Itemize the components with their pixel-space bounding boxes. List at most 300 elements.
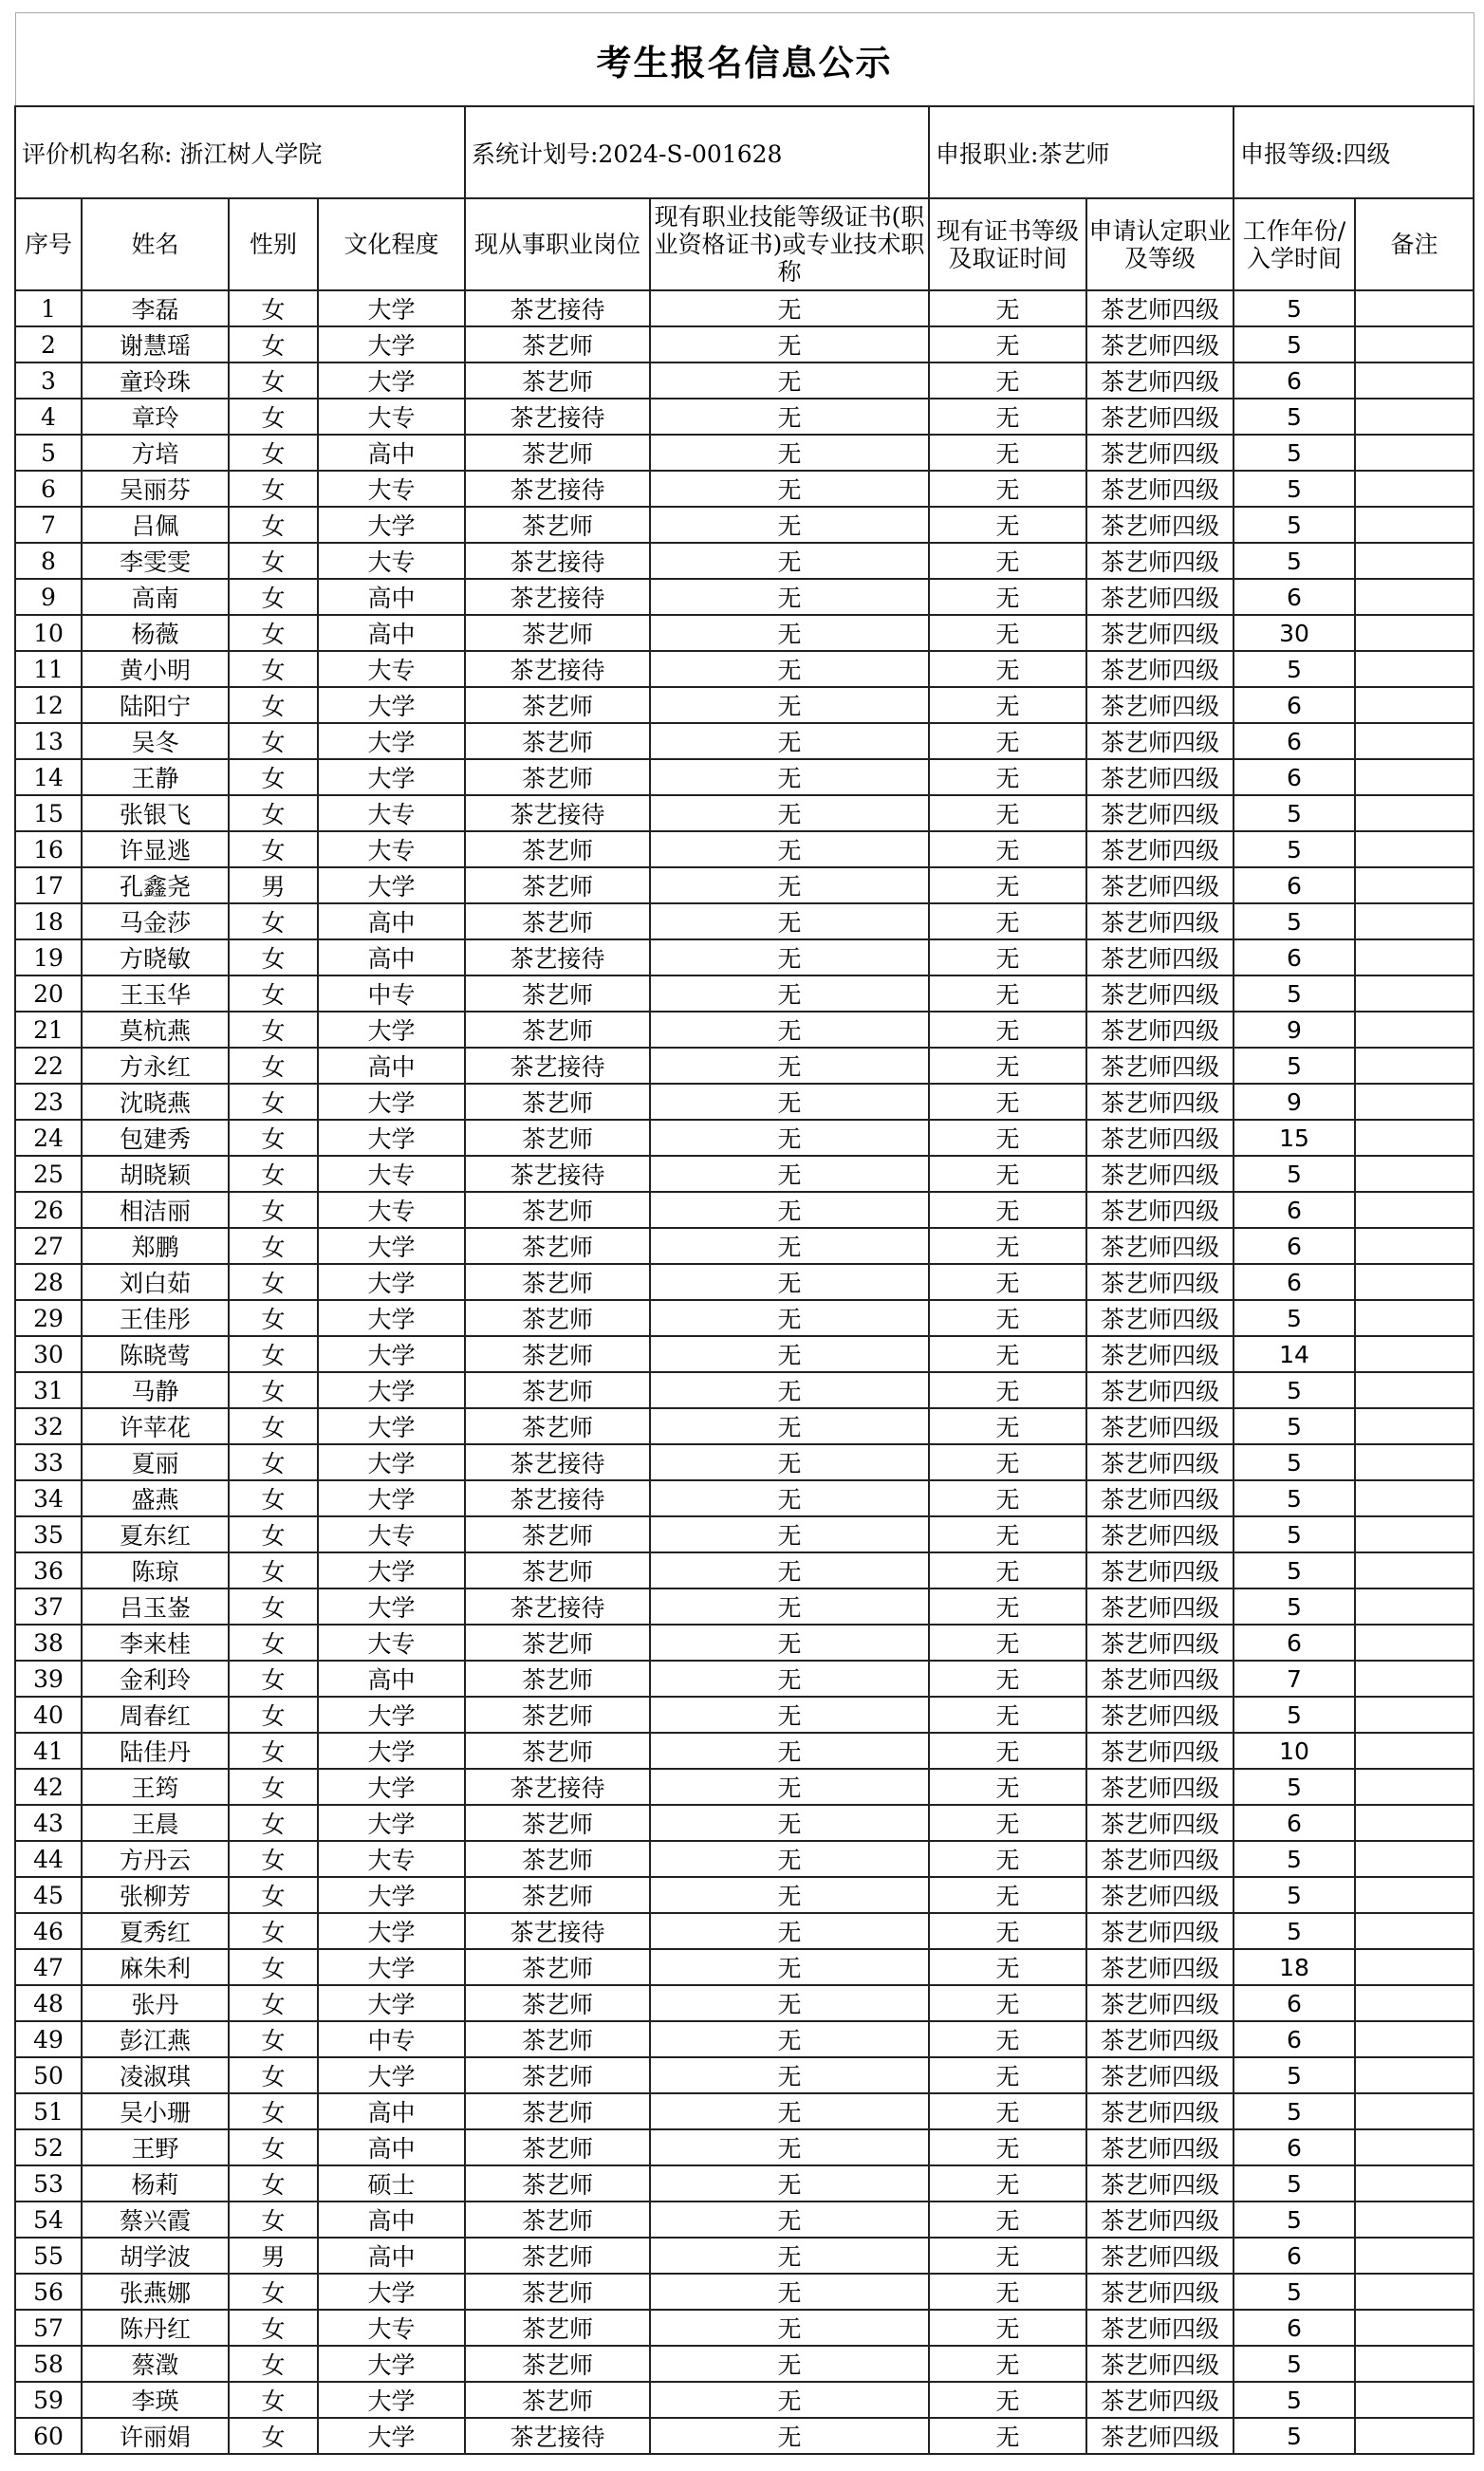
name-cell: 胡学波 — [82, 2238, 229, 2274]
remark-cell — [1355, 831, 1474, 867]
table-row — [15, 651, 1474, 687]
remark-cell — [1355, 1408, 1474, 1444]
table-row — [15, 1084, 1474, 1120]
position-cell: 茶艺师 — [465, 2021, 650, 2057]
remark-cell — [1355, 2418, 1474, 2454]
position-cell: 茶艺师 — [465, 326, 650, 362]
cert-level-cell: 无 — [929, 1300, 1086, 1336]
certificate-cell: 无 — [650, 1372, 929, 1408]
name-cell: 凌淑琪 — [82, 2057, 229, 2093]
gender-cell: 女 — [229, 579, 318, 615]
position-cell: 茶艺接待 — [465, 1480, 650, 1516]
certificate-cell: 无 — [650, 1012, 929, 1048]
certificate-cell: 无 — [650, 615, 929, 651]
remark-cell — [1355, 2382, 1474, 2418]
gender-cell: 女 — [229, 2202, 318, 2238]
education-cell: 大专 — [318, 399, 465, 435]
name-cell: 方培 — [82, 435, 229, 471]
position-cell: 茶艺师 — [465, 1985, 650, 2021]
cert-level-cell: 无 — [929, 1480, 1086, 1516]
education-cell: 大学 — [318, 1372, 465, 1408]
name-cell: 麻朱利 — [82, 1949, 229, 1985]
work-years-cell: 5 — [1234, 1841, 1355, 1877]
remark-cell — [1355, 326, 1474, 362]
position-cell: 茶艺接待 — [465, 543, 650, 579]
gender-cell: 女 — [229, 2129, 318, 2165]
apply-level-cell: 茶艺师四级 — [1086, 1192, 1234, 1228]
apply-level-cell: 茶艺师四级 — [1086, 1769, 1234, 1805]
work-years-cell: 5 — [1234, 1516, 1355, 1552]
cert-level-cell: 无 — [929, 1913, 1086, 1949]
position-cell: 茶艺师 — [465, 687, 650, 723]
cert-level-cell: 无 — [929, 903, 1086, 939]
education-cell: 大学 — [318, 2382, 465, 2418]
seq-cell: 49 — [15, 2021, 82, 2057]
seq-cell: 30 — [15, 1336, 82, 1372]
apply-level-cell: 茶艺师四级 — [1086, 2346, 1234, 2382]
remark-cell — [1355, 975, 1474, 1012]
certificate-cell: 无 — [650, 1949, 929, 1985]
certificate-cell: 无 — [650, 1444, 929, 1480]
org-name: 评价机构名称: 浙江树人学院 — [15, 106, 465, 198]
education-cell: 大学 — [318, 723, 465, 759]
name-cell: 谢慧瑶 — [82, 326, 229, 362]
remark-cell — [1355, 2129, 1474, 2165]
table-row — [15, 1336, 1474, 1372]
apply-level-cell: 茶艺师四级 — [1086, 1372, 1234, 1408]
gender-cell: 女 — [229, 362, 318, 399]
position-cell: 茶艺师 — [465, 831, 650, 867]
position-cell: 茶艺师 — [465, 1661, 650, 1697]
position-cell: 茶艺师 — [465, 1372, 650, 1408]
gender-cell: 女 — [229, 1661, 318, 1697]
remark-cell — [1355, 1192, 1474, 1228]
cert-level-cell: 无 — [929, 1192, 1086, 1228]
cert-level-cell: 无 — [929, 2202, 1086, 2238]
cert-level-cell: 无 — [929, 435, 1086, 471]
certificate-cell: 无 — [650, 903, 929, 939]
position-cell: 茶艺师 — [465, 2057, 650, 2093]
name-cell: 王静 — [82, 759, 229, 795]
gender-cell: 女 — [229, 1228, 318, 1264]
name-cell: 方晓敏 — [82, 939, 229, 975]
education-cell: 大学 — [318, 2346, 465, 2382]
certificate-cell: 无 — [650, 1697, 929, 1733]
gender-cell: 女 — [229, 2021, 318, 2057]
cert-level-cell: 无 — [929, 1012, 1086, 1048]
name-cell: 陆阳宁 — [82, 687, 229, 723]
apply-level-cell: 茶艺师四级 — [1086, 1264, 1234, 1300]
seq-cell: 28 — [15, 1264, 82, 1300]
remark-cell — [1355, 1841, 1474, 1877]
certificate-cell: 无 — [650, 1048, 929, 1084]
cert-level-cell: 无 — [929, 1841, 1086, 1877]
seq-cell: 40 — [15, 1697, 82, 1733]
education-cell: 高中 — [318, 939, 465, 975]
certificate-cell: 无 — [650, 939, 929, 975]
position-cell: 茶艺师 — [465, 1697, 650, 1733]
gender-cell: 女 — [229, 1444, 318, 1480]
table-row — [15, 507, 1474, 543]
cert-level-cell: 无 — [929, 723, 1086, 759]
cert-level-cell: 无 — [929, 2021, 1086, 2057]
remark-cell — [1355, 903, 1474, 939]
column-header: 姓名 — [82, 198, 229, 290]
work-years-cell: 6 — [1234, 867, 1355, 903]
certificate-cell: 无 — [650, 1661, 929, 1697]
position-cell: 茶艺师 — [465, 2310, 650, 2346]
work-years-cell: 9 — [1234, 1012, 1355, 1048]
column-header: 现有职业技能等级证书(职业资格证书)或专业技术职称 — [650, 198, 929, 290]
position-cell: 茶艺师 — [465, 362, 650, 399]
cert-level-cell: 无 — [929, 1697, 1086, 1733]
cert-level-cell: 无 — [929, 1769, 1086, 1805]
certificate-cell: 无 — [650, 435, 929, 471]
education-cell: 大专 — [318, 795, 465, 831]
certificate-cell: 无 — [650, 2238, 929, 2274]
gender-cell: 女 — [229, 2418, 318, 2454]
position-cell: 茶艺接待 — [465, 2418, 650, 2454]
gender-cell: 女 — [229, 651, 318, 687]
seq-cell: 42 — [15, 1769, 82, 1805]
table-row — [15, 1913, 1474, 1949]
seq-cell: 4 — [15, 399, 82, 435]
name-cell: 相洁丽 — [82, 1192, 229, 1228]
apply-level-cell: 茶艺师四级 — [1086, 435, 1234, 471]
apply-level-cell: 茶艺师四级 — [1086, 1805, 1234, 1841]
gender-cell: 女 — [229, 975, 318, 1012]
education-cell: 大学 — [318, 867, 465, 903]
education-cell: 大学 — [318, 326, 465, 362]
cert-level-cell: 无 — [929, 1805, 1086, 1841]
name-cell: 胡晓颖 — [82, 1156, 229, 1192]
work-years-cell: 5 — [1234, 1769, 1355, 1805]
name-cell: 高南 — [82, 579, 229, 615]
work-years-cell: 5 — [1234, 2382, 1355, 2418]
remark-cell — [1355, 579, 1474, 615]
remark-cell — [1355, 1588, 1474, 1625]
position-cell: 茶艺接待 — [465, 1588, 650, 1625]
seq-cell: 38 — [15, 1625, 82, 1661]
table-row — [15, 2310, 1474, 2346]
apply-level-cell: 茶艺师四级 — [1086, 579, 1234, 615]
seq-cell: 54 — [15, 2202, 82, 2238]
apply-level-cell: 茶艺师四级 — [1086, 2129, 1234, 2165]
gender-cell: 男 — [229, 867, 318, 903]
table-row — [15, 1012, 1474, 1048]
name-cell: 黄小明 — [82, 651, 229, 687]
seq-cell: 39 — [15, 1661, 82, 1697]
remark-cell — [1355, 543, 1474, 579]
gender-cell: 女 — [229, 2057, 318, 2093]
cert-level-cell: 无 — [929, 471, 1086, 507]
apply-level-cell: 茶艺师四级 — [1086, 1480, 1234, 1516]
name-cell: 吕玉崟 — [82, 1588, 229, 1625]
gender-cell: 女 — [229, 1949, 318, 1985]
apply-level-cell: 茶艺师四级 — [1086, 1949, 1234, 1985]
cert-level-cell: 无 — [929, 2346, 1086, 2382]
work-years-cell: 5 — [1234, 1480, 1355, 1516]
work-years-cell: 15 — [1234, 1120, 1355, 1156]
work-years-cell: 6 — [1234, 1228, 1355, 1264]
remark-cell — [1355, 1552, 1474, 1588]
apply-level-cell: 茶艺师四级 — [1086, 615, 1234, 651]
seq-cell: 10 — [15, 615, 82, 651]
gender-cell: 女 — [229, 326, 318, 362]
work-years-cell: 6 — [1234, 1985, 1355, 2021]
seq-cell: 35 — [15, 1516, 82, 1552]
apply-level-cell: 茶艺师四级 — [1086, 2021, 1234, 2057]
name-cell: 包建秀 — [82, 1120, 229, 1156]
remark-cell — [1355, 1048, 1474, 1084]
certificate-cell: 无 — [650, 2093, 929, 2129]
cert-level-cell: 无 — [929, 2165, 1086, 2202]
education-cell: 大学 — [318, 1408, 465, 1444]
education-cell: 高中 — [318, 2093, 465, 2129]
apply-level-cell: 茶艺师四级 — [1086, 1048, 1234, 1084]
occupation: 申报职业:茶艺师 — [929, 106, 1234, 198]
seq-cell: 9 — [15, 579, 82, 615]
position-cell: 茶艺师 — [465, 2346, 650, 2382]
remark-cell — [1355, 399, 1474, 435]
work-years-cell: 6 — [1234, 759, 1355, 795]
name-cell: 陈晓莺 — [82, 1336, 229, 1372]
cert-level-cell: 无 — [929, 2129, 1086, 2165]
remark-cell — [1355, 1949, 1474, 1985]
level: 申报等级:四级 — [1234, 106, 1474, 198]
education-cell: 大学 — [318, 1588, 465, 1625]
registration-table — [14, 12, 1475, 2455]
table-row — [15, 1480, 1474, 1516]
remark-cell — [1355, 2202, 1474, 2238]
gender-cell: 女 — [229, 471, 318, 507]
name-cell: 夏丽 — [82, 1444, 229, 1480]
gender-cell: 女 — [229, 759, 318, 795]
position-cell: 茶艺师 — [465, 903, 650, 939]
cert-level-cell: 无 — [929, 1661, 1086, 1697]
work-years-cell: 5 — [1234, 2346, 1355, 2382]
certificate-cell: 无 — [650, 326, 929, 362]
position-cell: 茶艺师 — [465, 1192, 650, 1228]
remark-cell — [1355, 2346, 1474, 2382]
table-row — [15, 1408, 1474, 1444]
seq-cell: 15 — [15, 795, 82, 831]
table-row — [15, 1444, 1474, 1480]
name-cell: 张银飞 — [82, 795, 229, 831]
gender-cell: 女 — [229, 1841, 318, 1877]
cert-level-cell: 无 — [929, 2382, 1086, 2418]
seq-cell: 23 — [15, 1084, 82, 1120]
apply-level-cell: 茶艺师四级 — [1086, 1300, 1234, 1336]
certificate-cell: 无 — [650, 2346, 929, 2382]
position-cell: 茶艺接待 — [465, 1913, 650, 1949]
position-cell: 茶艺师 — [465, 1336, 650, 1372]
cert-level-cell: 无 — [929, 1877, 1086, 1913]
education-cell: 大学 — [318, 2418, 465, 2454]
certificate-cell: 无 — [650, 1841, 929, 1877]
position-cell: 茶艺师 — [465, 1877, 650, 1913]
table-row — [15, 1805, 1474, 1841]
cert-level-cell: 无 — [929, 326, 1086, 362]
work-years-cell: 5 — [1234, 831, 1355, 867]
remark-cell — [1355, 290, 1474, 326]
certificate-cell: 无 — [650, 1480, 929, 1516]
education-cell: 大学 — [318, 1264, 465, 1300]
certificate-cell: 无 — [650, 579, 929, 615]
gender-cell: 女 — [229, 1588, 318, 1625]
gender-cell: 女 — [229, 939, 318, 975]
position-cell: 茶艺师 — [465, 2274, 650, 2310]
position-cell: 茶艺接待 — [465, 471, 650, 507]
column-header: 性别 — [229, 198, 318, 290]
certificate-cell: 无 — [650, 1588, 929, 1625]
table-row — [15, 1588, 1474, 1625]
seq-cell: 34 — [15, 1480, 82, 1516]
position-cell: 茶艺师 — [465, 1733, 650, 1769]
remark-cell — [1355, 362, 1474, 399]
seq-cell: 60 — [15, 2418, 82, 2454]
apply-level-cell: 茶艺师四级 — [1086, 939, 1234, 975]
page-title: 考生报名信息公示 — [15, 13, 1474, 107]
education-cell: 大学 — [318, 1300, 465, 1336]
certificate-cell: 无 — [650, 362, 929, 399]
certificate-cell: 无 — [650, 290, 929, 326]
work-years-cell: 5 — [1234, 2274, 1355, 2310]
education-cell: 大专 — [318, 1516, 465, 1552]
gender-cell: 女 — [229, 1084, 318, 1120]
education-cell: 硕士 — [318, 2165, 465, 2202]
seq-cell: 24 — [15, 1120, 82, 1156]
work-years-cell: 6 — [1234, 1264, 1355, 1300]
education-cell: 大学 — [318, 362, 465, 399]
remark-cell — [1355, 2093, 1474, 2129]
position-cell: 茶艺师 — [465, 1228, 650, 1264]
apply-level-cell: 茶艺师四级 — [1086, 1120, 1234, 1156]
remark-cell — [1355, 1228, 1474, 1264]
position-cell: 茶艺师 — [465, 507, 650, 543]
gender-cell: 女 — [229, 1012, 318, 1048]
apply-level-cell: 茶艺师四级 — [1086, 1625, 1234, 1661]
gender-cell: 女 — [229, 1877, 318, 1913]
name-cell: 夏东红 — [82, 1516, 229, 1552]
apply-level-cell: 茶艺师四级 — [1086, 1985, 1234, 2021]
work-years-cell: 5 — [1234, 471, 1355, 507]
cert-level-cell: 无 — [929, 795, 1086, 831]
cert-level-cell: 无 — [929, 1516, 1086, 1552]
remark-cell — [1355, 1625, 1474, 1661]
name-cell: 沈晓燕 — [82, 1084, 229, 1120]
position-cell: 茶艺师 — [465, 1552, 650, 1588]
cert-level-cell: 无 — [929, 2093, 1086, 2129]
table-row — [15, 1228, 1474, 1264]
cert-level-cell: 无 — [929, 1444, 1086, 1480]
work-years-cell: 5 — [1234, 1408, 1355, 1444]
remark-cell — [1355, 939, 1474, 975]
table-row — [15, 2382, 1474, 2418]
column-header: 工作年份/入学时间 — [1234, 198, 1355, 290]
education-cell: 大学 — [318, 2274, 465, 2310]
education-cell: 高中 — [318, 903, 465, 939]
remark-cell — [1355, 1877, 1474, 1913]
gender-cell: 女 — [229, 2346, 318, 2382]
remark-cell — [1355, 2310, 1474, 2346]
position-cell: 茶艺师 — [465, 1012, 650, 1048]
seq-cell: 58 — [15, 2346, 82, 2382]
work-years-cell: 6 — [1234, 723, 1355, 759]
name-cell: 彭江燕 — [82, 2021, 229, 2057]
name-cell: 张燕娜 — [82, 2274, 229, 2310]
gender-cell: 女 — [229, 543, 318, 579]
table-row — [15, 1841, 1474, 1877]
gender-cell: 女 — [229, 1733, 318, 1769]
remark-cell — [1355, 1661, 1474, 1697]
seq-cell: 18 — [15, 903, 82, 939]
table-row — [15, 1949, 1474, 1985]
education-cell: 高中 — [318, 435, 465, 471]
name-cell: 金利玲 — [82, 1661, 229, 1697]
education-cell: 高中 — [318, 1048, 465, 1084]
remark-cell — [1355, 1156, 1474, 1192]
apply-level-cell: 茶艺师四级 — [1086, 1697, 1234, 1733]
seq-cell: 45 — [15, 1877, 82, 1913]
table-row — [15, 1697, 1474, 1733]
remark-cell — [1355, 1012, 1474, 1048]
certificate-cell: 无 — [650, 1156, 929, 1192]
remark-cell — [1355, 1084, 1474, 1120]
name-cell: 王筠 — [82, 1769, 229, 1805]
apply-level-cell: 茶艺师四级 — [1086, 543, 1234, 579]
seq-cell: 52 — [15, 2129, 82, 2165]
table-row — [15, 362, 1474, 399]
name-cell: 许苹花 — [82, 1408, 229, 1444]
remark-cell — [1355, 2165, 1474, 2202]
table-row — [15, 1769, 1474, 1805]
name-cell: 张柳芳 — [82, 1877, 229, 1913]
work-years-cell: 6 — [1234, 1192, 1355, 1228]
column-header: 申请认定职业及等级 — [1086, 198, 1234, 290]
certificate-cell: 无 — [650, 867, 929, 903]
position-cell: 茶艺师 — [465, 1841, 650, 1877]
name-cell: 陈琼 — [82, 1552, 229, 1588]
name-cell: 莫杭燕 — [82, 1012, 229, 1048]
certificate-cell: 无 — [650, 1084, 929, 1120]
column-header: 序号 — [15, 198, 82, 290]
certificate-cell: 无 — [650, 795, 929, 831]
remark-cell — [1355, 2021, 1474, 2057]
cert-level-cell: 无 — [929, 543, 1086, 579]
apply-level-cell: 茶艺师四级 — [1086, 1661, 1234, 1697]
column-header: 文化程度 — [318, 198, 465, 290]
table-row — [15, 543, 1474, 579]
work-years-cell: 18 — [1234, 1949, 1355, 1985]
work-years-cell: 7 — [1234, 1661, 1355, 1697]
certificate-cell: 无 — [650, 1877, 929, 1913]
seq-cell: 37 — [15, 1588, 82, 1625]
certificate-cell: 无 — [650, 2382, 929, 2418]
certificate-cell: 无 — [650, 759, 929, 795]
name-cell: 刘白茹 — [82, 1264, 229, 1300]
cert-level-cell: 无 — [929, 1552, 1086, 1588]
position-cell: 茶艺师 — [465, 975, 650, 1012]
apply-level-cell: 茶艺师四级 — [1086, 1733, 1234, 1769]
work-years-cell: 6 — [1234, 2021, 1355, 2057]
certificate-cell: 无 — [650, 543, 929, 579]
table-row — [15, 2057, 1474, 2093]
remark-cell — [1355, 1120, 1474, 1156]
seq-cell: 57 — [15, 2310, 82, 2346]
apply-level-cell: 茶艺师四级 — [1086, 2057, 1234, 2093]
table-row — [15, 435, 1474, 471]
